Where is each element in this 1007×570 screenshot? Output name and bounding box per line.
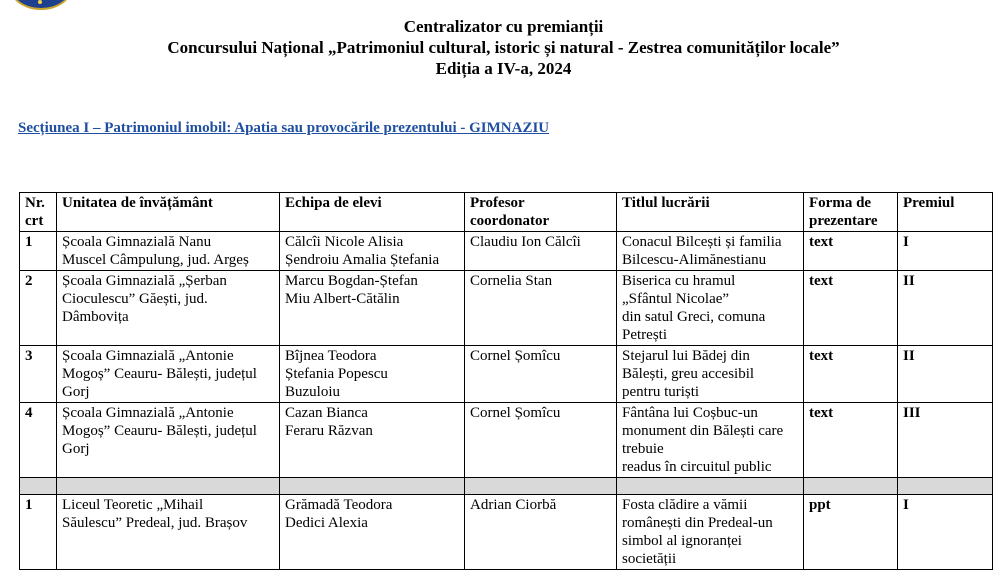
- cell-text: Titlul lucrării: [622, 195, 710, 211]
- cell-text: Adrian Ciorbă: [470, 497, 557, 513]
- cell-text: 1: [25, 497, 33, 513]
- cell-text: Școala Gimnazială „Antonie Mogoș” Ceauru- Bălești, județul Gorj: [62, 405, 257, 457]
- table-row: [20, 495, 993, 570]
- separator-row: [20, 478, 993, 495]
- cell-text: Bîjnea Teodora Ștefania Popescu Buzuloiu: [285, 348, 388, 400]
- separator-cell: [280, 478, 465, 495]
- cell-text: Liceul Teoretic „Mihail Săulescu” Predeal, jud. Brașov: [62, 497, 248, 531]
- table-row: [20, 403, 993, 478]
- cell-nr: [20, 346, 57, 403]
- cell-text: 3: [25, 348, 33, 364]
- cell-text: Fosta clădire a vămii românești din Predeal-un simbol al ignoranței societății: [622, 497, 773, 567]
- logo-emblem: [10, 0, 72, 10]
- cell-premiul: [898, 271, 993, 346]
- cell-text: Școala Gimnazială „Antonie Mogoș” Ceauru- Bălești, județul Gorj: [62, 348, 257, 400]
- cell-echipa: [280, 495, 465, 570]
- cell-echipa: [280, 346, 465, 403]
- cell-premiul: [898, 403, 993, 478]
- cell-text: I: [903, 497, 909, 513]
- cell-unitatea: [57, 495, 280, 570]
- cell-text: Cazan Bianca Feraru Răzvan: [285, 405, 373, 439]
- cell-text: text: [809, 273, 834, 289]
- cell-forma: [804, 346, 898, 403]
- cell-text: Grămadă Teodora Dedici Alexia: [285, 497, 393, 531]
- cell-nr: [20, 403, 57, 478]
- header-premiul: [898, 193, 993, 232]
- cell-text: 1: [25, 234, 33, 250]
- header-line-3: Ediția a IV-a, 2024: [435, 59, 572, 78]
- cell-forma: [804, 495, 898, 570]
- header-forma: [804, 193, 898, 232]
- cell-echipa: [280, 271, 465, 346]
- cell-text: I: [903, 234, 909, 250]
- cell-titlul: [617, 495, 804, 570]
- cell-text: Conacul Bilcești și familia Bilcescu-Alimănestianu: [622, 234, 782, 268]
- cell-text: Unitatea de învățământ: [62, 195, 213, 211]
- cell-forma: [804, 403, 898, 478]
- document-header: [0, 16, 1007, 79]
- cell-text: Cornel Șomîcu: [470, 405, 561, 421]
- cell-text: Premiul: [903, 195, 955, 211]
- table-row: [20, 346, 993, 403]
- cell-text: Călcîi Nicole Alisia Șendroiu Amalia Ștefania: [285, 234, 440, 268]
- cell-text: Nr. crt: [25, 195, 45, 229]
- cell-text: Profesor coordonator: [470, 195, 550, 229]
- cell-nr: [20, 271, 57, 346]
- cell-premiul: [898, 346, 993, 403]
- cell-profesor: [465, 232, 617, 271]
- cell-text: text: [809, 348, 834, 364]
- separator-cell: [20, 478, 57, 495]
- cell-text: Școala Gimnazială Nanu Muscel Câmpulung, jud. Argeș: [62, 234, 249, 268]
- cell-unitatea: [57, 232, 280, 271]
- section-title: Secțiunea I – Patrimoniul imobil: Apatia sau provocările prezentului - GIMNAZIU: [18, 120, 550, 136]
- cell-forma: [804, 232, 898, 271]
- cell-text: II: [903, 348, 915, 364]
- cell-text: Fântâna lui Coșbuc-un monument din Bălești care trebuie readus în circuitul public: [622, 405, 784, 475]
- cell-text: text: [809, 234, 834, 250]
- cell-text: Echipa de elevi: [285, 195, 382, 211]
- cell-unitatea: [57, 403, 280, 478]
- cell-text: Claudiu Ion Călcîi: [470, 234, 581, 250]
- separator-cell: [898, 478, 993, 495]
- cell-text: Cornel Șomîcu: [470, 348, 561, 364]
- cell-titlul: [617, 271, 804, 346]
- cell-premiul: [898, 232, 993, 271]
- cell-nr: [20, 495, 57, 570]
- separator-cell: [465, 478, 617, 495]
- cell-echipa: [280, 403, 465, 478]
- cell-text: 4: [25, 405, 33, 421]
- table-row: [20, 232, 993, 271]
- header-line-2: Concursului Național „Patrimoniul cultural, istoric și natural - Zestrea comunităților locale”: [167, 38, 840, 57]
- cell-text: 2: [25, 273, 33, 289]
- cell-text: Școala Gimnazială „Șerban Cioculescu” Găești, jud. Dâmbovița: [62, 273, 227, 325]
- header-profesor: [465, 193, 617, 232]
- cell-text: ppt: [809, 497, 831, 513]
- separator-cell: [804, 478, 898, 495]
- cell-echipa: [280, 232, 465, 271]
- table-header-row: [20, 193, 993, 232]
- cell-text: Biserica cu hramul „Sfântul Nicolae” din satul Greci, comuna Petrești: [622, 273, 766, 343]
- cell-profesor: [465, 403, 617, 478]
- header-unitatea: [57, 193, 280, 232]
- cell-titlul: [617, 346, 804, 403]
- cell-premiul: [898, 495, 993, 570]
- header-nr: [20, 193, 57, 232]
- separator-cell: [617, 478, 804, 495]
- cell-text: II: [903, 273, 915, 289]
- cell-unitatea: [57, 346, 280, 403]
- header-line-1: Centralizator cu premianții: [403, 17, 604, 36]
- separator-cell: [57, 478, 280, 495]
- header-titlul: [617, 193, 804, 232]
- cell-titlul: [617, 232, 804, 271]
- cell-text: Stejarul lui Bădej din Bălești, greu accesibil pentru turiști: [622, 348, 755, 400]
- header-echipa: [280, 193, 465, 232]
- cell-text: Cornelia Stan: [470, 273, 553, 289]
- cell-text: Forma de prezentare: [809, 195, 878, 229]
- cell-unitatea: [57, 271, 280, 346]
- table-row: [20, 271, 993, 346]
- cell-text: Marcu Bogdan-Ștefan Miu Albert-Cătălin: [285, 273, 418, 307]
- cell-profesor: [465, 271, 617, 346]
- cell-nr: [20, 232, 57, 271]
- cell-profesor: [465, 495, 617, 570]
- cell-titlul: [617, 403, 804, 478]
- cell-forma: [804, 271, 898, 346]
- cell-profesor: [465, 346, 617, 403]
- cell-text: text: [809, 405, 834, 421]
- cell-text: III: [903, 405, 921, 421]
- awards-table: [19, 192, 993, 570]
